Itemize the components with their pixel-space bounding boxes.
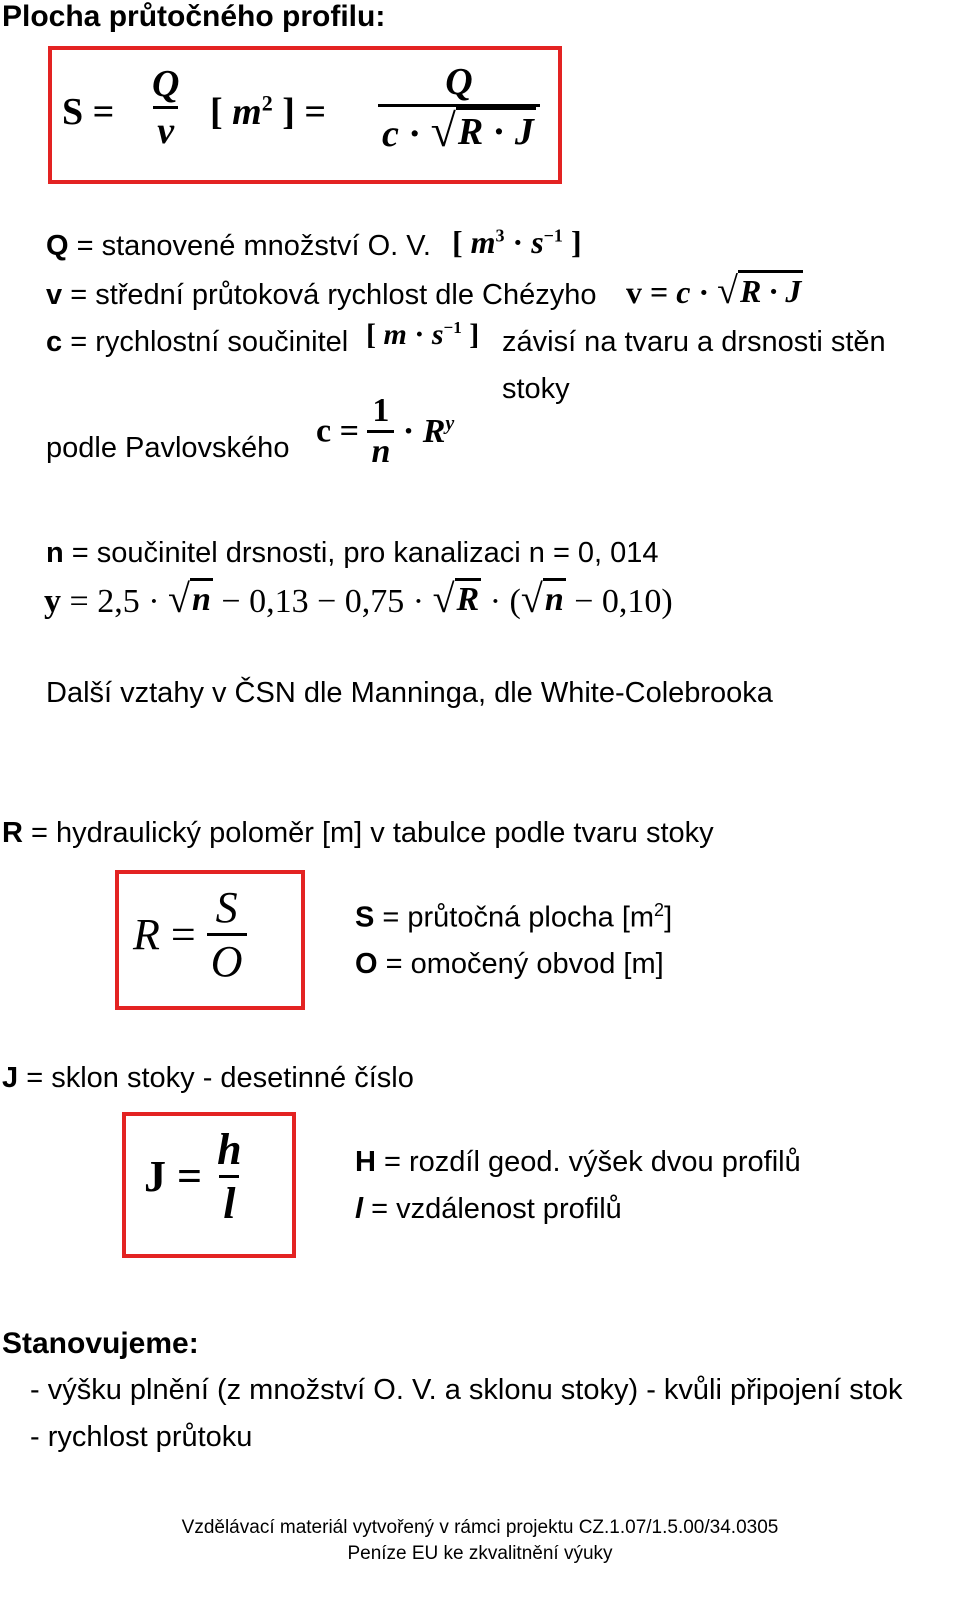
def-q-unit: [ $m^3 \cdot s^{-1}$ ]: [452, 224, 582, 260]
def-h: [355, 1146, 801, 1179]
chezy-r: R: [739, 273, 762, 309]
formula-r: R = $\frac{S}{O}$: [133, 882, 247, 987]
dot-symbol: ·: [408, 113, 422, 155]
fraction-numerator-q2: Q: [445, 61, 473, 103]
sqrt-rj: [431, 107, 536, 154]
def-v: [46, 279, 597, 312]
fraction-numerator-q: Q: [152, 63, 180, 105]
j-lhs: J: [144, 1152, 166, 1201]
unit-s: s: [531, 224, 544, 260]
page-title: Plocha průtočného profilu:: [2, 0, 386, 33]
def-h-symbol: H: [355, 1146, 376, 1178]
y-a: 2,5: [97, 583, 140, 620]
def-j: [2, 1062, 414, 1095]
r-den-o: O: [207, 933, 247, 987]
def-c-symbol: c: [46, 326, 63, 358]
def-v-symbol: v: [46, 279, 63, 311]
y-b: − 0,13 − 0,75: [221, 583, 405, 620]
def-v-text: = střední průtoková rychlost dle Chézyho: [62, 279, 597, 311]
y-sqrt-n: [168, 578, 213, 619]
unit-bracket: [ $m^2$ ] =: [210, 90, 327, 133]
sqrt-icon: √: [430, 105, 456, 156]
unit-m3: m: [470, 224, 496, 260]
chezy-c: c: [676, 274, 691, 310]
def-l: [355, 1193, 622, 1226]
formula-j: J = $\frac{h}{l}$: [144, 1124, 246, 1229]
j-symbol: J: [514, 111, 534, 153]
formula-j-box: [122, 1112, 296, 1258]
j-num-h: h: [217, 1125, 242, 1174]
y-r: R: [455, 578, 482, 619]
def-c: [46, 326, 348, 359]
stanovujeme-title: Stanovujeme:: [2, 1327, 199, 1360]
unit-c-s: s: [431, 318, 444, 351]
pav-c: c: [316, 412, 332, 450]
unit-m: m: [232, 91, 262, 133]
chezy-j: J: [785, 273, 802, 309]
stanovujeme-item: - rychlost průtoku: [30, 1421, 253, 1453]
y-n2: n: [543, 578, 566, 619]
y-sqrt-n2: [521, 578, 566, 619]
unit-s-exp: −1: [543, 225, 563, 246]
def-j-symbol: J: [2, 1062, 19, 1094]
j-den-l: l: [219, 1175, 239, 1229]
def-r-symbol: R: [2, 817, 23, 849]
fraction-q-c-sqrt: [378, 60, 540, 156]
formula-y: y = 2,5 · √ n − 0,13 − 0,75 · √ R · ( √ n − 0,10): [44, 576, 673, 621]
def-n-text: = součinitel drsnosti, pro kanalizaci n = 0, 014: [63, 537, 659, 569]
def-c-unit: [ $m \cdot s^{-1}$ ]: [366, 318, 480, 351]
other-relations: Další vztahy v ČSN dle Manninga, dle White-Colebrooka: [46, 677, 773, 709]
s-symbol: S: [62, 91, 84, 133]
def-s-exp: 2: [654, 900, 665, 920]
r-lhs: R: [133, 910, 160, 959]
def-c-text3: stoky: [502, 373, 570, 405]
footer-line-2: Peníze EU ke zkvalitnění výuky: [347, 1543, 613, 1564]
r-symbol: R: [457, 111, 484, 153]
formula-r-box: [115, 870, 305, 1010]
def-o: [355, 948, 664, 981]
sqrt-icon-3: √: [168, 576, 190, 621]
pav-one: 1: [372, 392, 390, 429]
def-j-text: = sklon stoky - desetinné číslo: [18, 1062, 414, 1094]
def-r-text: = hydraulický poloměr [m] v tabulce podle tvaru stoky: [22, 817, 714, 849]
pav-n: n: [367, 430, 394, 471]
equals-sign: =: [92, 91, 115, 133]
fraction-denominator-c-sqrt: [378, 104, 540, 156]
dot-symbol-2: ·: [492, 111, 506, 153]
unit-c-exp: −1: [443, 318, 462, 337]
def-n-symbol: n: [46, 537, 64, 569]
def-l-symbol: l: [355, 1193, 364, 1225]
unit-exp: 2: [261, 90, 273, 116]
y-n1: n: [190, 578, 213, 619]
def-s: [355, 900, 672, 935]
stanovujeme-item: - výšku plnění (z množství O. V. a sklonu stoky) - kvůli připojení stok: [30, 1374, 903, 1406]
def-v-formula: v = c · √ R · J: [626, 270, 802, 312]
def-o-text: = omočený obvod [m]: [377, 948, 664, 980]
c-symbol: c: [382, 113, 399, 155]
unit-c-m: m: [383, 318, 407, 351]
fraction-denominator-v: v: [153, 106, 178, 153]
sqrt-icon-4: √: [432, 576, 455, 621]
def-o-symbol: O: [355, 948, 378, 980]
def-c-text2: závisí na tvaru a drsnosti stěn: [502, 326, 886, 358]
def-s-close: ]: [664, 901, 673, 934]
pavlovsky-label: podle Pavlovského: [46, 432, 290, 464]
def-q-symbol: Q: [46, 230, 69, 262]
formula-s-box: [48, 46, 562, 184]
y-lhs: y: [44, 583, 61, 620]
def-q: [46, 230, 431, 263]
equals-sign-2: =: [304, 91, 327, 133]
sqrt-icon-2: √: [717, 270, 738, 312]
chezy-v: v: [626, 274, 642, 310]
def-l-text: = vzdálenost profilů: [363, 1193, 622, 1225]
footer-line-1: Vzdělávací materiál vytvořený v rámci projektu CZ.1.07/1.5.00/34.0305: [181, 1517, 779, 1538]
unit-m3-exp: 3: [495, 225, 505, 246]
r-num-s: S: [215, 883, 238, 932]
fraction-q-v: [148, 62, 183, 153]
formula-s-lhs: [62, 90, 114, 134]
def-c-text: = rychlostní součinitel: [62, 326, 349, 358]
def-s-text: = průtočná plocha [m: [374, 901, 655, 934]
def-h-text: = rozdíl geod. výšek dvou profilů: [375, 1146, 801, 1178]
def-r: [2, 817, 714, 850]
y-sqrt-r: [433, 578, 482, 619]
pavlovsky-formula: c = $\frac{1}{n}$ · $R^y$: [316, 392, 455, 470]
pav-r: R: [422, 412, 446, 450]
def-q-text: = stanovené množství O. V.: [68, 230, 431, 262]
y-c: − 0,10): [574, 583, 673, 620]
pav-y: y: [445, 412, 455, 435]
sqrt-icon-5: √: [520, 576, 543, 621]
def-n: [46, 537, 659, 570]
def-s-symbol: S: [355, 901, 375, 934]
chezy-sqrt: √ R · J: [717, 270, 802, 312]
